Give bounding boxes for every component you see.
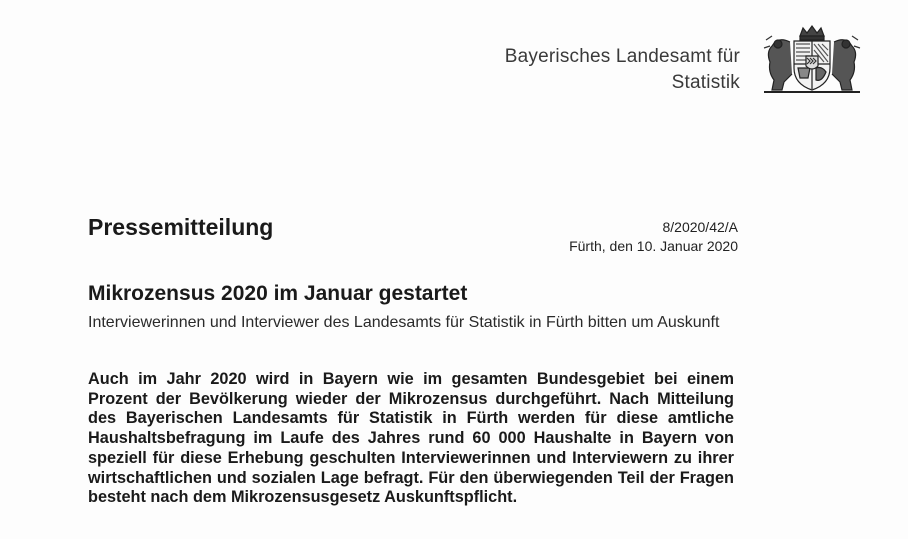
- organization-name: [505, 44, 740, 96]
- article-lead-paragraph: Auch im Jahr 2020 wird in Bayern wie im gesamten Bundesgebiet bei einem Prozent der Bevölkerung wieder der Mikrozensus durchgeführt. Nach Mitteilung des Bayerischen Landesamts für Statistik in Fürth werden für diese amtliche Haushaltsbefragung im Laufe des Jahres rund 60 000 Haushalte in Bayern von speziell für diese Erhebung geschulten Interviewerinnen und Interviewern zu ihrer wirtschaftlichen und sozialen Lage befragt. Für den überwiegenden Teil der Fragen besteht nach dem Mikrozensusgesetz Auskunftspflicht.: [88, 370, 734, 507]
- reference-number: 8/2020/42/A: [662, 219, 738, 235]
- article-subheadline: Interviewerinnen und Interviewer des Landesamts für Statistik in Fürth bitten um Auskunft: [88, 314, 720, 331]
- document-type-heading: Pressemitteilung: [88, 214, 274, 240]
- organization-name-line-2: Statistik: [671, 72, 740, 93]
- organization-name-line-1: Bayerisches Landesamt für: [504, 46, 740, 67]
- bavarian-coat-of-arms-icon: [756, 22, 868, 96]
- article-headline: Mikrozensus 2020 im Januar gestartet: [88, 282, 468, 305]
- place-and-date: Fürth, den 10. Januar 2020: [569, 238, 738, 254]
- document-meta: [569, 218, 738, 256]
